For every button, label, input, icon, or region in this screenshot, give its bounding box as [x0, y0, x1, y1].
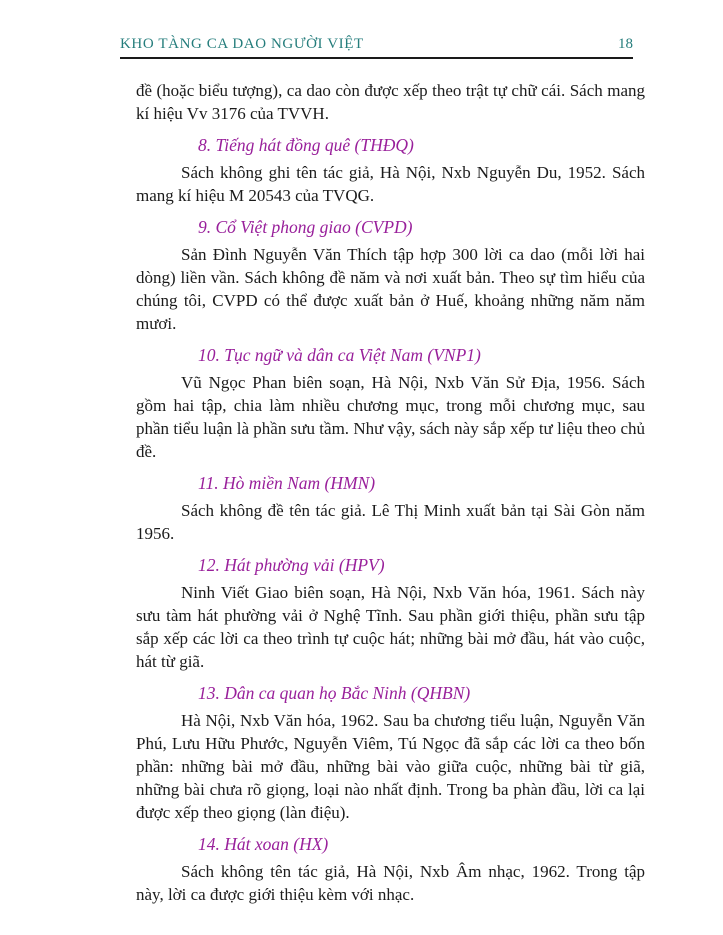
section-paragraph: Sản Đình Nguyễn Văn Thích tập hợp 300 lời ca dao (mỗi lời hai dòng) liền vần. Sách không đề năm và nơi xuất bản. Theo sự tìm hiểu của chúng tôi, CVPD có thể được xuất bản ở Huế, khoảng những năm năm mươi. — [136, 245, 645, 333]
section-paragraph: Hà Nội, Nxb Văn hóa, 1962. Sau ba chương tiểu luận, Nguyễn Văn Phú, Lưu Hữu Phước, Nguyễn Viêm, Tú Ngọc đã sắp các lời ca theo bốn phần: những bài mở đầu, những bài vào giữa cuộc, những bài từ giã, những bài chưa rõ giọng, loại nào nhất định. Trong ba phàn đầu, lời ca lại được xếp theo giọng (làn điệu). — [136, 711, 645, 822]
running-title: KHO TÀNG CA DAO NGƯỜI VIỆT — [120, 36, 364, 52]
section-heading: 8. Tiếng hát đồng quê (THĐQ) — [198, 135, 414, 155]
section-paragraph: Sách không đề tên tác giả. Lê Thị Minh xuất bản tại Sài Gòn năm 1956. — [136, 501, 645, 543]
continuation-paragraph: đề (hoặc biểu tượng), ca dao còn được xếp theo trật tự chữ cái. Sách mang kí hiệu Vv 3176 của TVVH. — [136, 81, 645, 123]
page-number: 18 — [618, 36, 633, 52]
section-paragraph: Ninh Viết Giao biên soạn, Hà Nội, Nxb Văn hóa, 1961. Sách này sưu tàm hát phường vải ở Nghệ Tĩnh. Sau phần giới thiệu, phần sưu tập sắp xếp các lời ca theo trình tự cuộc hát; những bài mở đầu, hát vào cuộc, hát từ giã. — [136, 583, 645, 671]
section-paragraph: Vũ Ngọc Phan biên soạn, Hà Nội, Nxb Văn Sử Địa, 1956. Sách gồm hai tập, chia làm nhiều chương mục, trong mỗi chương mục, sau phần tiểu luận là phần sưu tầm. Như vậy, sách này sắp xếp tư liệu theo chủ đề. — [136, 373, 645, 461]
section-heading: 10. Tục ngữ và dân ca Việt Nam (VNP1) — [198, 345, 481, 365]
section-paragraph: Sách không ghi tên tác giả, Hà Nội, Nxb Nguyễn Du, 1952. Sách mang kí hiệu M 20543 của TVQG. — [136, 163, 645, 205]
bibliography-sections — [136, 134, 645, 906]
section-heading: 12. Hát phường vải (HPV) — [198, 555, 385, 575]
section-heading: 11. Hò miền Nam (HMN) — [198, 473, 376, 493]
section-heading: 9. Cổ Việt phong giao (CVPD) — [198, 217, 413, 237]
page-content — [136, 79, 645, 906]
page-header — [120, 36, 633, 59]
section-heading: 14. Hát xoan (HX) — [198, 834, 329, 854]
section-paragraph: Sách không tên tác giả, Hà Nội, Nxb Âm nhạc, 1962. Trong tập này, lời ca được giới thiệu kèm với nhạc. — [136, 862, 645, 904]
section-heading: 13. Dân ca quan họ Bắc Ninh (QHBN) — [198, 683, 471, 703]
